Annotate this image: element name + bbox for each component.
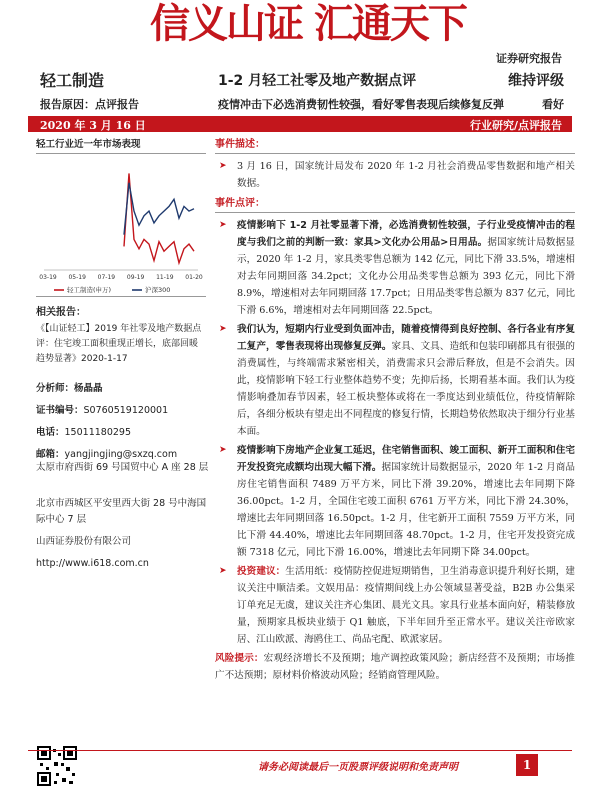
event-paragraph — [215, 158, 575, 192]
right-column — [215, 136, 575, 684]
arrow-bullet-icon: ➤ — [219, 445, 227, 455]
industry-name: 轻工制造 — [40, 71, 105, 90]
date-bar — [28, 116, 572, 132]
paragraph-1-text: 据国家统计局数据显示，2020 年 1-2 月，家具类零售总额为 142 亿元，同比下滑 33.5%，增速相对去年同期回落 34.2pct；文化办公用品类零售总额为 393 亿元，同比下滑 8.9%，增速相对去年同期回落 17.7pct；日用品类零售总额为 837 亿元，同比下滑 6.6%，增速相对去年同期回落 22.5pct。 — [237, 237, 576, 316]
related-report: 《【山证轻工】2019 年社零及地产数据点评：住宅竣工面积重现正增长，底部回暖趋势显著》2020-1-17 — [36, 324, 202, 364]
chart-divider — [36, 153, 206, 154]
paragraph-3-text: 据国家统计局数据显示，2020 年 1-2 月商品房住宅销售面积 7489 万平方米，同比下滑 39.20%，增速比去年同期下降 36.00pct。1-2 月，全国住宅竣工面积 6761 万平方米，同比下滑 24.30%，增速比去年同期回落 16.50pct。1-2 月，住宅新开工面积 7559 万平方米，同比下滑 44.40%，增速比去年同期回落 48.70pct。1-2 月，住宅开发投资完成额 7318 亿元，同比下滑 16.00%，增速比去年同期下降 34.00pct。 — [237, 462, 576, 558]
x-tick-label: 03-19 — [39, 274, 57, 281]
address-2: 北京市西城区平安里西大街 28 号中海国际中心 7 层 — [36, 498, 207, 525]
investment-text: 生活用纸：疫情防控促进短期销售，卫生消毒意识提升利好长期，建议关注中顺洁柔。文娱用品：疫情期间线上办公领域显著受益，B2B 办公集采订单充足无虞，建议关注齐心集团、晨光文具。家具行业基本面向好，精装修放量，预期家具板块业绩于 Q1 触底，下半年回升至正常水平。建议关注帝欧家居、江山欧派、海鸥住工、尚品宅配、欧派家居。 — [237, 566, 576, 645]
logo-text: 信义山证 汇通天下 — [150, 1, 466, 47]
analyst-line — [36, 380, 103, 394]
investment-label: 投资建议： — [237, 566, 286, 577]
comment-label: 事件点评： — [215, 198, 265, 209]
risk-paragraph — [215, 650, 575, 684]
phone-number: 15011180295 — [64, 427, 132, 438]
analyst-name: 杨晶晶 — [74, 383, 103, 394]
legend-label: 沪深300 — [145, 286, 171, 294]
risk-label: 风险提示： — [215, 653, 264, 664]
paragraph-3 — [215, 442, 575, 561]
paragraph-1-bold: 疫情影响下 1-2 月社零显著下滑，必选消费韧性较强，子行业受疫情冲击的程度与我们之前的判断一致：家具>文化办公用品>日用品。 — [237, 220, 575, 248]
arrow-bullet-icon: ➤ — [219, 220, 227, 230]
paragraph-2-bold: 我们认为，短期内行业受到负面冲击，随着疫情得到良好控制、各行各业有序复工复产，零售表现将出现修复反弹。 — [237, 324, 575, 352]
x-tick-label: 09-19 — [126, 274, 145, 281]
x-tick-label: 11-19 — [156, 274, 174, 281]
email-address[interactable]: yangjingjing@sxzq.com — [64, 449, 178, 460]
related-divider — [36, 296, 206, 297]
email-line — [36, 446, 177, 460]
phone-label: 电话： — [36, 427, 65, 438]
chart-title: 轻工行业近一年市场表现 — [36, 139, 141, 150]
event-label: 事件描述： — [215, 139, 265, 150]
paragraph-1 — [215, 217, 575, 319]
left-column — [36, 136, 206, 307]
x-tick-label: 01-20 — [185, 274, 203, 281]
report-subtitle: 疫情冲击下必选消费韧性较强，看好零售表现后续修复反弹 — [218, 98, 504, 111]
analyst-label: 分析师： — [36, 383, 75, 394]
paragraph-3-bold: 疫情影响下房地产企业复工延迟，住宅销售面积、竣工面积、新开工面积和住宅开发投资完成额均出现大幅下滑。 — [237, 445, 575, 473]
paragraph-4 — [215, 563, 575, 648]
arrow-bullet-icon: ➤ — [219, 324, 227, 334]
company-logo — [150, 0, 480, 48]
report-date: 2020 年 3 月 16 日 — [40, 119, 146, 132]
comment-divider — [215, 212, 575, 213]
series-line-1 — [124, 183, 194, 235]
report-type: 证券研究报告 — [496, 52, 562, 65]
risk-text: 宏观经济增长不及预期；地产调控政策风险；新店经营不及预期；市场推广不达预期；原材料价格波动风险；经销商管理风险。 — [215, 653, 576, 681]
report-title: 1-2 月轻工社零及地产数据点评 — [218, 73, 417, 89]
paragraph-2-text: 家具、文具、造纸和包装印刷都具有很强的消费属性，与终端需求紧密相关，消费需求只会滞后释放，但是不会消失。因此，疫情影响下轻工行业整体趋势不变；先抑后扬，长期看基本面。我们认为疫情影响叠加春节因素，轻工板块整体或将在一季度达到业绩低位，待疫情解除后，各细分板块有望走出不同程度的修复行情，长期趋势依然取决于细分行业基本面。 — [237, 341, 576, 437]
series-line-0 — [124, 173, 194, 263]
phone-line — [36, 424, 131, 438]
paragraph-2 — [215, 321, 575, 440]
footer-divider — [28, 750, 572, 751]
event-text: 3 月 16 日，国家统计局发布 2020 年 1-2 月社会消费品零售数据和地产相关数据。 — [237, 161, 575, 189]
qr-code-icon — [36, 745, 78, 787]
arrow-bullet-icon: ➤ — [219, 161, 227, 171]
footer-disclaimer: 请务必阅读最后一页股票评级说明和免责声明 — [258, 762, 458, 773]
company-name: 山西证券股份有限公司 — [36, 536, 132, 547]
event-divider — [215, 153, 575, 154]
cert-line — [36, 402, 168, 416]
address-1: 太原市府西街 69 号国贸中心 A 座 28 层 — [36, 462, 209, 473]
x-tick-label: 05-19 — [68, 274, 86, 281]
arrow-bullet-icon: ➤ — [219, 566, 227, 576]
report-reason: 报告原因：点评报告 — [40, 98, 139, 111]
report-category: 行业研究/点评报告 — [469, 119, 562, 132]
website-link[interactable]: http://www.i618.com.cn — [36, 558, 149, 569]
cert-label: 证书编号： — [36, 405, 84, 416]
legend-label: 轻工制造(申万) — [67, 286, 112, 294]
email-label: 邮箱： — [36, 449, 65, 460]
rating-value: 看好 — [542, 98, 564, 111]
cert-number: S0760519120001 — [83, 405, 169, 416]
rating-label: 维持评级 — [508, 73, 564, 89]
market-performance-chart — [36, 158, 206, 303]
related-heading: 相关报告： — [36, 307, 86, 318]
x-tick-label: 07-19 — [97, 274, 116, 281]
page-number: 1 — [516, 754, 538, 776]
